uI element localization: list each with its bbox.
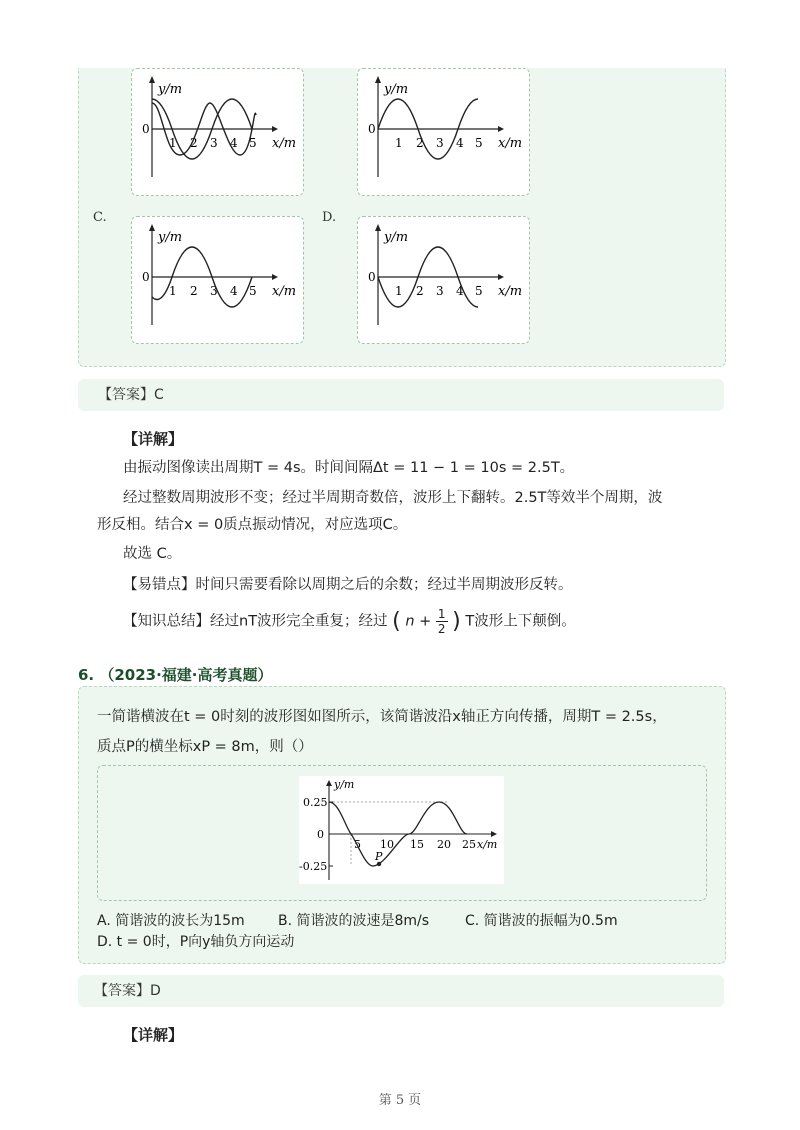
option-c[interactable]: C. 简谐波的振幅为0.5m [465,913,618,929]
fraction-numerator: 1 [437,607,446,621]
tick-label: 3 [210,136,218,150]
detail-line: 故选 C。 [123,546,182,562]
x-axis-label: x/m [498,136,523,151]
x-tick-label: 25 [462,838,476,851]
answer-text: 【答案】C [98,387,164,403]
detail-line: 经过整数周期波形不变；经过半周期奇数倍，波形上下翻转。2.5T等效半个周期，波 [123,490,663,506]
tick-label: 4 [230,136,238,150]
y-axis-label: y/m [384,230,409,245]
x-axis-label: x/m [498,284,523,299]
option-b[interactable]: B. 简谐波的波速是8m/s [278,913,430,929]
question-title: 6. （2023·福建·高考真题） [78,666,273,684]
wave-graph-svg [132,217,303,343]
summary-text-a: 【知识总结】经过nT波形完全重复；经过 [123,613,388,630]
tick-label: 1 [169,136,177,150]
x-tick-label: 10 [380,838,394,851]
tick-label: 4 [230,284,238,298]
question-stem: 质点P的横坐标xP = 8m，则（） [97,739,313,755]
origin-label: 0 [368,122,376,136]
mistake-note: 【易错点】时间只需要看除以周期之后的余数；经过半周期波形反转。 [123,577,573,593]
answer-bar [78,975,724,1007]
wave-graph-svg [132,69,303,195]
page-number: 第 5 页 [378,1093,422,1108]
y-tick-label: 0 [317,828,324,841]
x-axis-label: x/m [272,136,297,151]
wave-graph-svg [358,217,529,343]
answer-text: 【答案】D [94,983,161,999]
x-tick-label: 5 [354,838,361,851]
detail-line: 形反相。结合x = 0质点振动情况，对应选项C。 [97,517,408,533]
tick-label: 2 [190,284,198,298]
summary-text-b: T波形上下颠倒。 [465,613,576,630]
origin-label: 0 [142,270,150,284]
wave-graph-svg [358,69,529,195]
tick-label: 3 [436,136,444,150]
tick-label: 4 [456,284,464,298]
tick-label: 1 [169,284,177,298]
fraction-expression: ) [452,608,461,634]
tick-label: 2 [190,136,198,150]
fraction-denominator: 2 [437,622,446,636]
tick-label: 5 [475,284,483,298]
fraction-expression: ( [392,608,401,634]
tick-label: 1 [395,284,403,298]
summary-n: n + [405,613,432,630]
tick-label: 5 [249,284,257,298]
tick-label: 5 [475,136,483,150]
x-tick-label: 20 [437,838,451,851]
detail-heading: 【详解】 [123,1026,184,1044]
option-graph-a [131,68,304,196]
tick-label: 5 [249,136,257,150]
origin-label: 0 [142,122,150,136]
option-d[interactable]: D. t = 0时，P向y轴负方向运动 [97,934,295,950]
x-tick-label: 15 [410,838,424,851]
detail-line: 由振动图像读出周期T = 4s。时间间隔Δt = 11 − 1 = 10s = 2.5T。 [123,460,575,476]
y-tick-label: -0.25 [299,860,328,873]
tick-label: 1 [395,136,403,150]
point-p-label: P [375,850,383,863]
option-c-label: C. [93,210,107,225]
tick-label: 2 [416,284,424,298]
y-tick-label: 0.25 [303,796,328,809]
origin-label: 0 [368,270,376,284]
tick-label: 3 [210,284,218,298]
question-stem: 一简谐横波在t = 0时刻的波形图如图所示，该简谐波沿x轴正方向传播，周期T = 2.5s， [97,709,667,725]
x-axis-label: x/m [272,284,297,299]
option-graph-c[interactable] [131,216,304,344]
wave-graph-svg [299,776,504,884]
knowledge-summary [123,607,723,647]
x-axis-label: x/m [477,838,498,851]
option-graph-b [357,68,530,196]
fraction [436,607,448,636]
tick-label: 2 [416,136,424,150]
y-axis-label: y/m [384,82,409,97]
option-d-label: D. [322,210,337,225]
tick-label: 3 [436,284,444,298]
answer-bar [78,379,724,411]
option-graph-d[interactable] [357,216,530,344]
detail-heading: 【详解】 [123,430,184,448]
y-axis-label: y/m [334,778,355,791]
wave-figure [299,776,504,884]
y-axis-label: y/m [158,82,183,97]
y-axis-label: y/m [158,230,183,245]
option-a[interactable]: A. 简谐波的波长为15m [97,913,245,929]
tick-label: 4 [456,136,464,150]
